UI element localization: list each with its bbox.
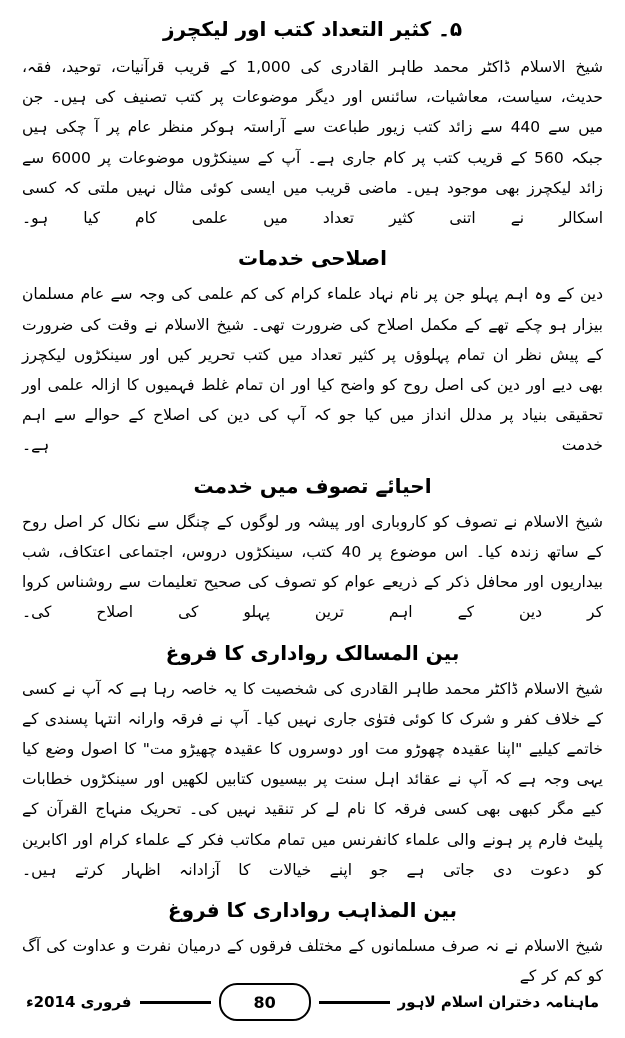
section-paragraph: شیخ الاسلام ڈاکٹر محمد طاہر القادری کی 1,000 کے قریب قرآنیات، توحید، فقہ، حدیث، سیاست، معاشیات، سائنس اور دیگر موضوعات پر کتب تصنیف کی ہیں۔ جن میں سے 440 سے زائد کتب زیور طباعت سے آراستہ ہوکر منظر عام پر آ چکی ہیں جبکہ 560 کے قریب کتب پر کام جاری ہے۔ آپ کے سینکڑوں موضوعات پر 6000 سے زائد لیکچرز بھی موجود ہیں۔ ماضی قریب میں ایسی کوئی مثال نہیں ملتی کہ کسی اسکالر نے اتنی کثیر تعداد میں علمی کام کیا ہو۔ [22, 58, 604, 228]
section-heading: احیائے تصوف میں خدمت [193, 473, 432, 498]
page-number: 80 [219, 983, 311, 1021]
section-heading: ۵۔ کثیر التعداد کتب اور لیکچرز [162, 17, 463, 41]
section-heading: بین المسالک رواداری کا فروغ [165, 640, 460, 665]
section-interfaith-tolerance [22, 895, 603, 991]
section-paragraph: شیخ الاسلام ڈاکٹر محمد طاہر القادری کی شخصیت کا یہ خاصہ رہا ہے کہ آپ نے کسی کے خلاف کفر و شرک کا کوئی فتوٰی جاری نہیں کیا۔ آپ نے فرقہ وارانہ انتہا پسندی کے خاتمے کیلیے "اپنا عقیدہ چھوڑو مت اور دوسروں کا عقیدہ چھیڑو مت" کا اصول وضع کیا یہی وجہ ہے کہ آپ نے عقائد اہل سنت پر بیسیوں کتابیں لکھیں اور سینکڑوں خطابات کیے مگر کبھی بھی کسی فرقہ کا نام لے کر تنقید نہیں کی۔ تحریک منہاج القرآن کے پلیٹ فارم پر ہونے والی علماء کانفرنس میں تمام مکاتب فکر کے علماء کرام اور اکابرین کو دعوت دی جاتی ہے جو اپنے خیالات کا آزادانہ اظہار کرتے ہیں۔ [22, 679, 603, 879]
footer-divider-right [319, 1001, 390, 1004]
section-paragraph: شیخ الاسلام نے تصوف کو کاروباری اور پیشہ ور لوگوں کے چنگل سے نکال کر اصل روح کے ساتھ زندہ کیا۔ اس موضوع پر 40 کتب، سینکڑوں دروس، اجتماعی اعتکاف، شب بیداریوں اور محافل ذکر کے ذریعے عوام کو تصوف کی صحیح تعلیمات سے روشناس کروا کر دین کے اہم ترین پہلو کی اصلاح کی۔ [22, 512, 604, 622]
page-footer [0, 980, 625, 1024]
footer-divider-left [140, 1001, 211, 1004]
section-paragraph: دین کے وہ اہم پہلو جن پر نام نہاد علماء کرام کی کم علمی کی وجہ سے عام مسلمان بیزار ہو چکے تھے کے مکمل اصلاح کی ضرورت تھی۔ شیخ الاسلام نے وقت کی ضرورت کے پیش نظر ان تمام پہلوؤں پر کثیر تعداد میں کتب تحریر کیں اور سینکڑوں لیکچرز بھی دیے اور دین کی اصل روح کو واضح کیا اور ان تمام غلط فہمیوں کا ازالہ علمی اور تحقیقی بنیاد پر مدلل انداز میں کیا جو کہ آپ کی دین کی اصلاح کے حوالے سے اہم خدمت ہے۔ [22, 285, 603, 455]
footer-issue-date: فروری 2014ء [26, 993, 132, 1011]
section-heading: بین المذاہب رواداری کا فروغ [167, 898, 458, 923]
section-tasawwuf-revival [22, 471, 603, 628]
footer-magazine-name: ماہنامہ دختران اسلام لاہور [397, 993, 599, 1011]
section-reform-services [22, 243, 603, 460]
section-interschool-tolerance [22, 638, 603, 886]
section-books-lectures [22, 14, 603, 233]
section-heading: اصلاحی خدمات [238, 246, 387, 271]
section-paragraph: شیخ الاسلام نے نہ صرف مسلمانوں کے مختلف فرقوں کے درمیان نفرت و عداوت کی آگ کو کم کر کے [22, 937, 603, 986]
